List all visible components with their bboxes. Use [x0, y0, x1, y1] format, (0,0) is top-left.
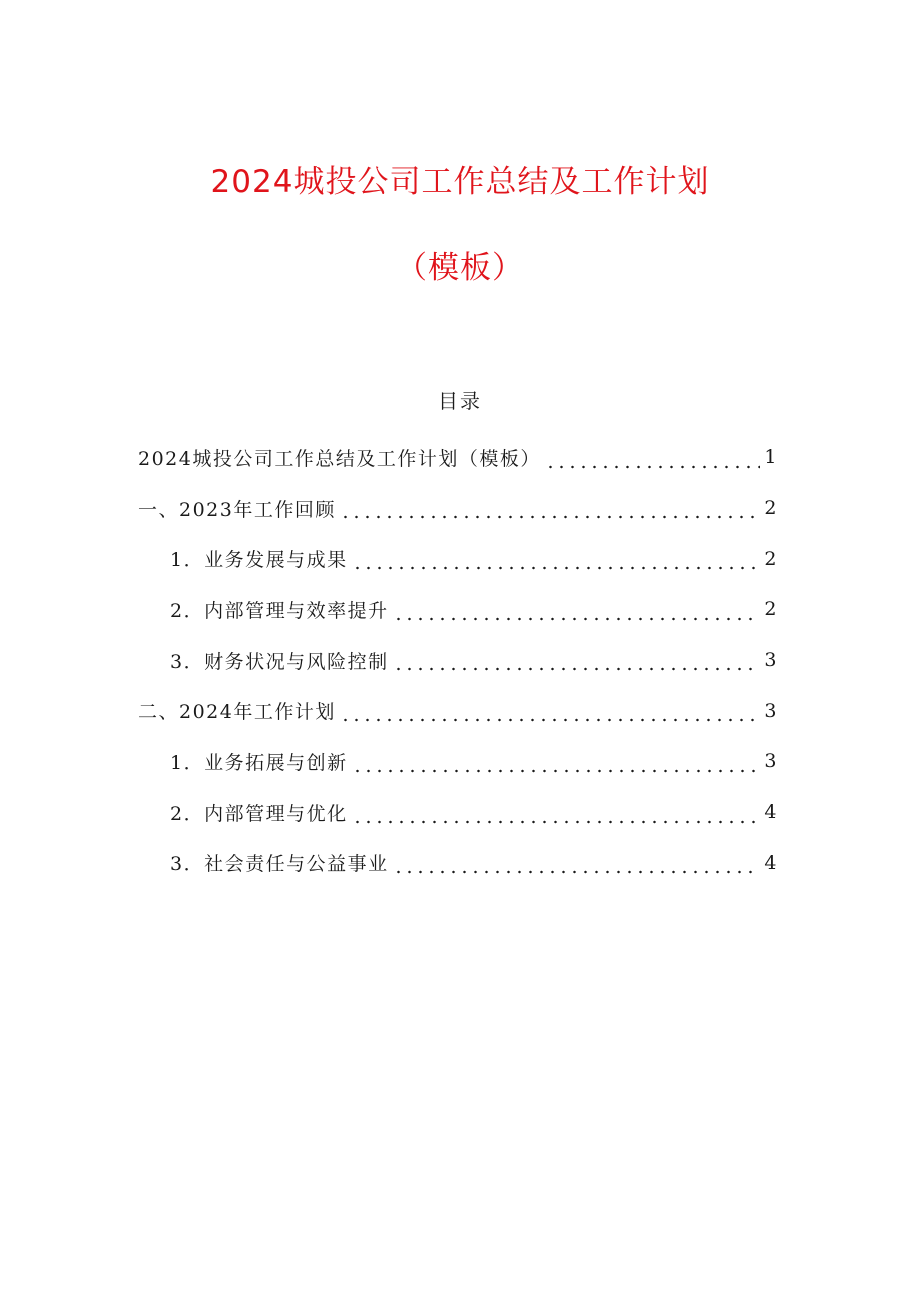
toc-dot-leader — [393, 870, 761, 874]
toc-entry-label: 1．业务发展与成果 — [170, 549, 348, 572]
toc-entry[interactable] — [138, 685, 778, 736]
toc-dot-leader — [352, 566, 761, 570]
toc-entry[interactable] — [138, 635, 778, 686]
table-of-contents — [138, 432, 778, 888]
toc-entry[interactable] — [138, 432, 778, 483]
toc-page-number: 3 — [764, 699, 778, 722]
toc-dot-leader — [340, 718, 761, 722]
toc-entry-label: 一、2023年工作回顾 — [138, 498, 336, 521]
toc-dot-leader — [545, 465, 761, 469]
toc-page-number: 2 — [764, 598, 778, 621]
toc-heading: 目录 — [438, 389, 482, 413]
toc-page-number: 4 — [764, 801, 778, 824]
document-title: 2024城投公司工作总结及工作计划 — [210, 164, 710, 200]
toc-entry-label: 3．财务状况与风险控制 — [170, 650, 389, 673]
toc-entry-label: 2024城投公司工作总结及工作计划（模板） — [138, 447, 541, 470]
toc-page-number: 3 — [764, 750, 778, 773]
toc-entry[interactable] — [138, 838, 778, 889]
toc-entry-label: 3．社会责任与公益事业 — [170, 853, 389, 876]
toc-entry-label: 二、2024年工作计划 — [138, 701, 336, 724]
toc-dot-leader — [393, 667, 761, 671]
toc-dot-leader — [352, 820, 761, 824]
document-subtitle: （模板） — [396, 250, 524, 286]
toc-entry-label: 1．业务拓展与创新 — [170, 751, 348, 774]
toc-page-number: 4 — [764, 851, 778, 874]
toc-page-number: 2 — [764, 547, 778, 570]
toc-entry[interactable] — [138, 533, 778, 584]
toc-entry[interactable] — [138, 483, 778, 534]
toc-page-number: 3 — [764, 649, 778, 672]
toc-entry[interactable] — [138, 787, 778, 838]
toc-entry-label: 2．内部管理与优化 — [170, 802, 348, 825]
toc-entry[interactable] — [138, 736, 778, 787]
toc-entry-label: 2．内部管理与效率提升 — [170, 599, 389, 622]
toc-page-number: 2 — [764, 497, 778, 520]
toc-entry[interactable] — [138, 584, 778, 635]
toc-page-number: 1 — [764, 446, 778, 469]
toc-dot-leader — [352, 769, 761, 773]
toc-dot-leader — [393, 617, 761, 621]
toc-dot-leader — [340, 515, 761, 519]
